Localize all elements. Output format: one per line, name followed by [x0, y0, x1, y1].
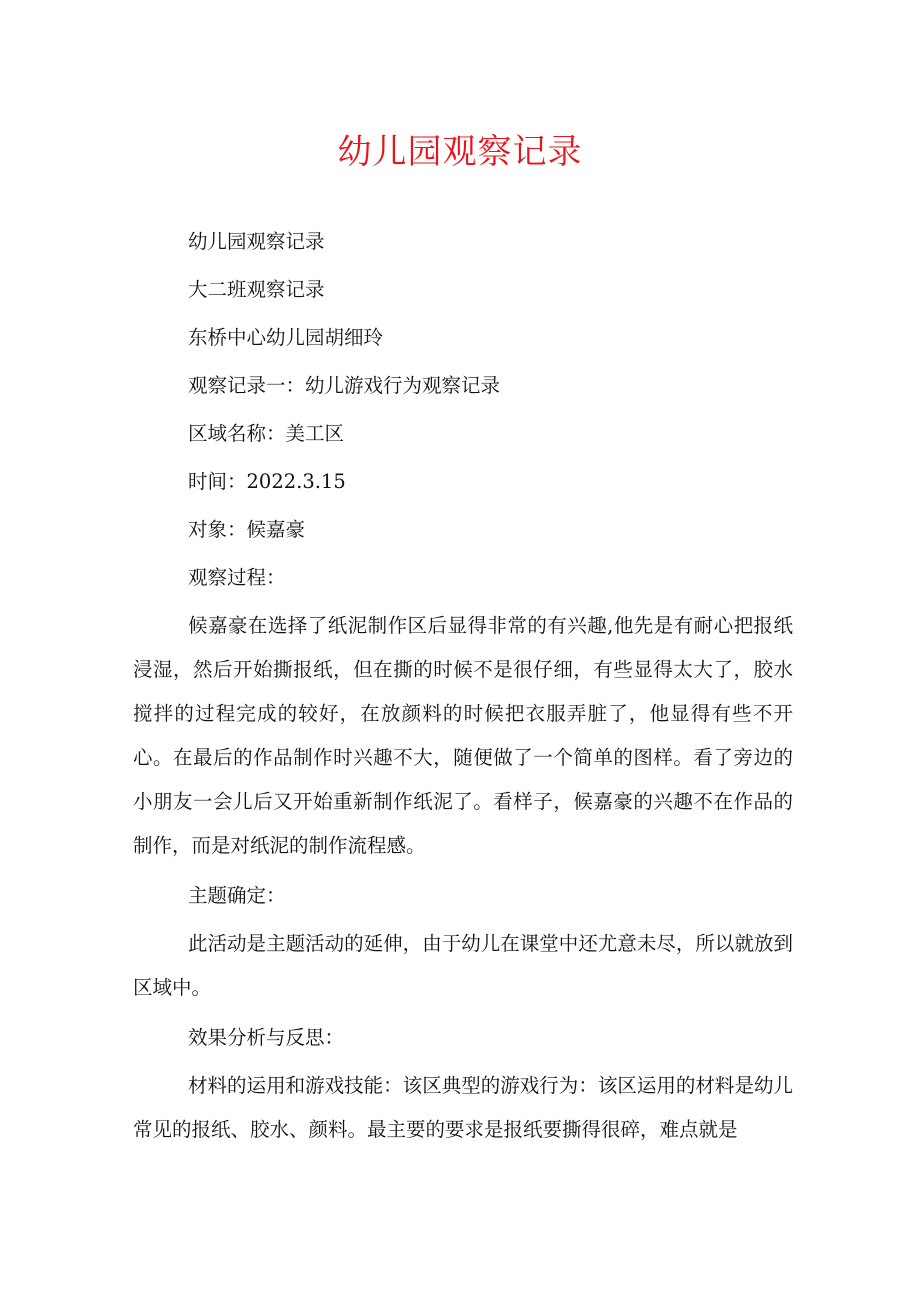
analysis-heading: 效果分析与反思：	[188, 1026, 345, 1049]
analysis-paragraph: 材料的运用和游戏技能：该区典型的游戏行为：该区运用的材料是幼儿常见的报纸、胶水、颜料。最主要的要求是报纸要撕得很碎，难点就是	[133, 1074, 793, 1141]
theme-paragraph: 此活动是主题活动的延伸，由于幼儿在课堂中还尤意未尽，所以就放到区域中。	[133, 932, 793, 999]
observation-heading: 观察过程：	[188, 566, 286, 589]
theme-heading: 主题确定：	[188, 884, 286, 907]
header-line-subject: 对象：候嘉豪	[188, 518, 306, 541]
header-line-author: 东桥中心幼儿园胡细玲	[188, 326, 384, 349]
header-line-record-title: 观察记录一：幼儿游戏行为观察记录	[188, 374, 501, 397]
document-body	[133, 218, 793, 1152]
document-title: 幼儿园观察记录	[337, 132, 583, 172]
header-line-area: 区域名称：美工区	[188, 422, 345, 445]
header-line-time: 时间：2022.3.15	[188, 470, 346, 493]
header-line-class: 大二班观察记录	[188, 278, 325, 301]
header-line-kindergarten-record: 幼儿园观察记录	[188, 230, 325, 253]
observation-paragraph: 候嘉豪在选择了纸泥制作区后显得非常的有兴趣,他先是有耐心把报纸浸湿，然后开始撕报纸，但在撕的时候不是很仔细，有些显得太大了，胶水搅拌的过程完成的较好，在放颜料的时候把衣服弄脏了，他显得有些不开心。在最后的作品制作时兴趣不大，随便做了一个简单的图样。看了旁边的小朋友一会儿后又开始重新制作纸泥了。看样子，候嘉豪的兴趣不在作品的制作，而是对纸泥的制作流程感。	[133, 614, 793, 857]
